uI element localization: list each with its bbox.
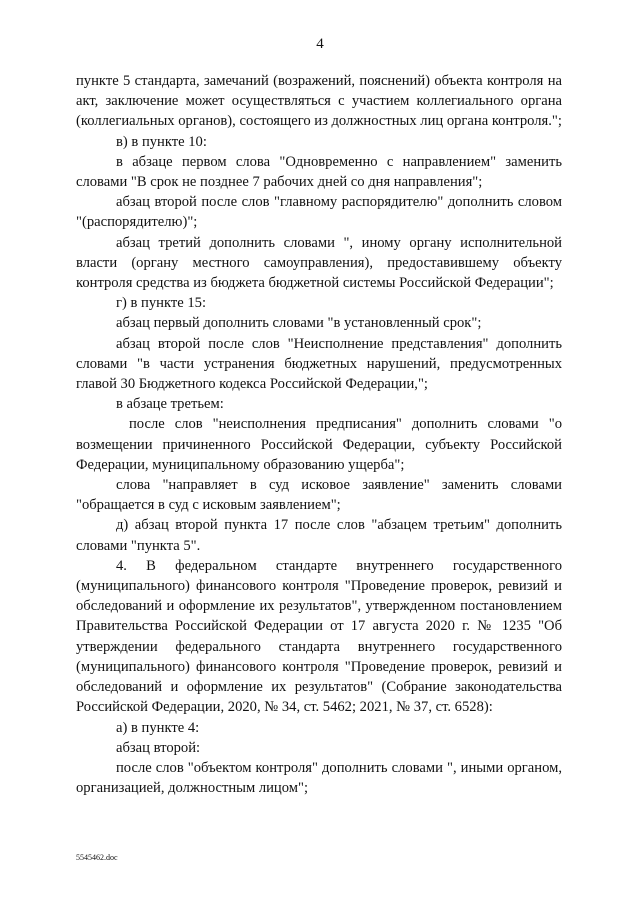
paragraph: после слов "объектом контроля" дополнить словами ", иными органом, организацией, должностным лицом"; (76, 759, 562, 797)
paragraph: в абзаце третьем: (116, 396, 224, 413)
paragraph: д) абзац второй пункта 17 после слов "абзацем третьим" дополнить словами "пункта 5". (76, 517, 562, 554)
paragraph: 4. В федеральном стандарте внутреннего государственного (муниципального) финансового контроля "Проведение проверок, ревизий и обследований и оформление их результатов", утвержденном постановлением Правительства Российской Федерации от 17 августа 2020 г. № 1235 "Об утверждении федерального стандарта внутреннего государственного (муниципального) финансового контроля "Проведение проверок, ревизий и обследований и оформление их результатов" (Собрание законодательства Российской Федерации, 2020, № 34, ст. 5462; 2021, № 37, ст. 6528): (76, 557, 562, 716)
document-body (76, 71, 562, 798)
paragraph: слова "направляет в суд исковое заявление" заменить словами "обращается в суд с исковым заявлением"; (76, 477, 562, 514)
document-code: 5545462.doc (76, 853, 118, 862)
paragraph: пункте 5 стандарта, замечаний (возражений, пояснений) объекта контроля на акт, заключение может осуществляться с участием коллегиального органа (коллегиальных органов), состоящего из должностных лиц органа контроля."; (76, 73, 562, 130)
paragraph: абзац второй: (116, 739, 201, 756)
page-number: 4 (316, 36, 324, 52)
paragraph: абзац первый дополнить словами "в установленный срок"; (116, 315, 482, 332)
paragraph: в) в пункте 10: (116, 133, 207, 150)
paragraph: г) в пункте 15: (116, 295, 206, 312)
paragraph: в абзаце первом слова "Одновременно с направлением" заменить словами "В срок не позднее 7 рабочих дней со дня направления"; (76, 153, 562, 191)
paragraph: абзац третий дополнить словами ", иному органу исполнительной власти (органу местного самоуправления), предоставившему объекту контроля средства из бюджета бюджетной системы Российской Федерации"; (76, 234, 562, 292)
paragraph: абзац второй после слов "главному распорядителю" дополнить словом "(распорядителю)"; (76, 194, 562, 231)
paragraph: абзац второй после слов "Неисполнение представления" дополнить словами "в части устранения бюджетных нарушений, предусмотренных главой 30 Бюджетного кодекса Российской Федерации,"; (76, 335, 562, 393)
paragraph: а) в пункте 4: (116, 719, 200, 736)
paragraph: после слов "неисполнения предписания" дополнить словами "о возмещении причиненного Российской Федерации, субъекту Российской Федерации, муниципальному образованию ущерба"; (76, 416, 562, 473)
